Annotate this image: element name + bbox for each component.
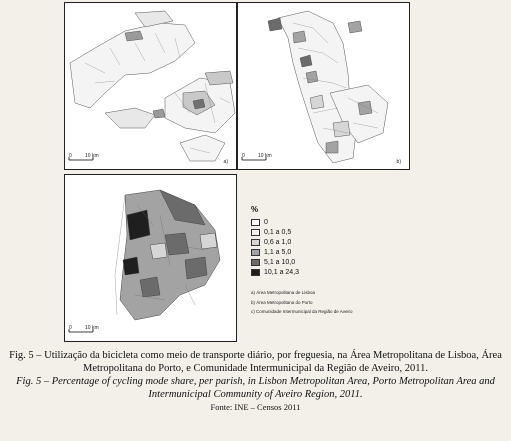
legend-swatch	[251, 259, 260, 266]
figure-caption	[6, 349, 505, 414]
legend-swatch	[251, 269, 260, 276]
porto-map	[238, 3, 410, 170]
legend-item	[251, 217, 391, 227]
caption-source: Fonte: INE – Censos 2011	[210, 402, 301, 412]
legend-title: %	[251, 205, 259, 214]
legend-swatch	[251, 239, 260, 246]
legend-swatch	[251, 229, 260, 236]
caption-portuguese: Fig. 5 – Utilização da bicicleta como meio de transporte diário, por freguesia, na Área Metropolitana de Lisboa, Área Metropolitana do Porto, e Comunidade Intermunicipal da Região de Aveiro, 2011.	[9, 350, 502, 374]
aveiro-map	[65, 175, 237, 342]
map-legend	[251, 205, 391, 277]
legend-item	[251, 227, 391, 237]
legend-label: 0	[264, 218, 268, 226]
legend-label: 5,1 a 10,0	[264, 258, 296, 266]
panel-letter: b)	[396, 159, 401, 165]
map-panel-aveiro	[64, 174, 237, 342]
region-note-aveiro: c) Comunidade Intermunicipal da Região de Aveiro	[251, 309, 353, 314]
region-note-porto: b) Área Metropolitana do Porto	[251, 299, 313, 305]
lisbon-map	[65, 3, 237, 170]
map-panel-lisbon	[64, 2, 237, 170]
legend-label: 0,6 a 1,0	[264, 238, 292, 246]
legend-item	[251, 257, 391, 267]
legend-swatch	[251, 219, 260, 226]
region-note-lisbon: a) Área Metropolitana de Lisboa	[251, 290, 316, 295]
scale-km-label: 10 km	[258, 153, 272, 159]
legend-label: 1,1 a 5,0	[264, 248, 292, 256]
scale-zero-label: 0	[242, 153, 245, 159]
panel-letter: a)	[223, 159, 228, 165]
scale-zero-label: 0	[69, 325, 72, 331]
scale-km-label: 10 km	[85, 153, 99, 159]
legend-label: 10,1 a 24,3	[264, 268, 300, 276]
legend-item	[251, 237, 391, 247]
legend-label: 0,1 a 0,5	[264, 228, 292, 236]
caption-english: Fig. 5 – Percentage of cycling mode share, per parish, in Lisbon Metropolitan Area, Porto Metropolitan Area and Intermunicipal Community of Aveiro Region, 2011.	[16, 376, 495, 400]
scale-km-label: 10 km	[85, 325, 99, 331]
legend-item	[251, 247, 391, 257]
legend-swatch	[251, 249, 260, 256]
region-notes	[251, 288, 352, 317]
scale-zero-label: 0	[69, 153, 72, 159]
map-panel-porto	[237, 2, 410, 170]
legend-item	[251, 267, 391, 277]
